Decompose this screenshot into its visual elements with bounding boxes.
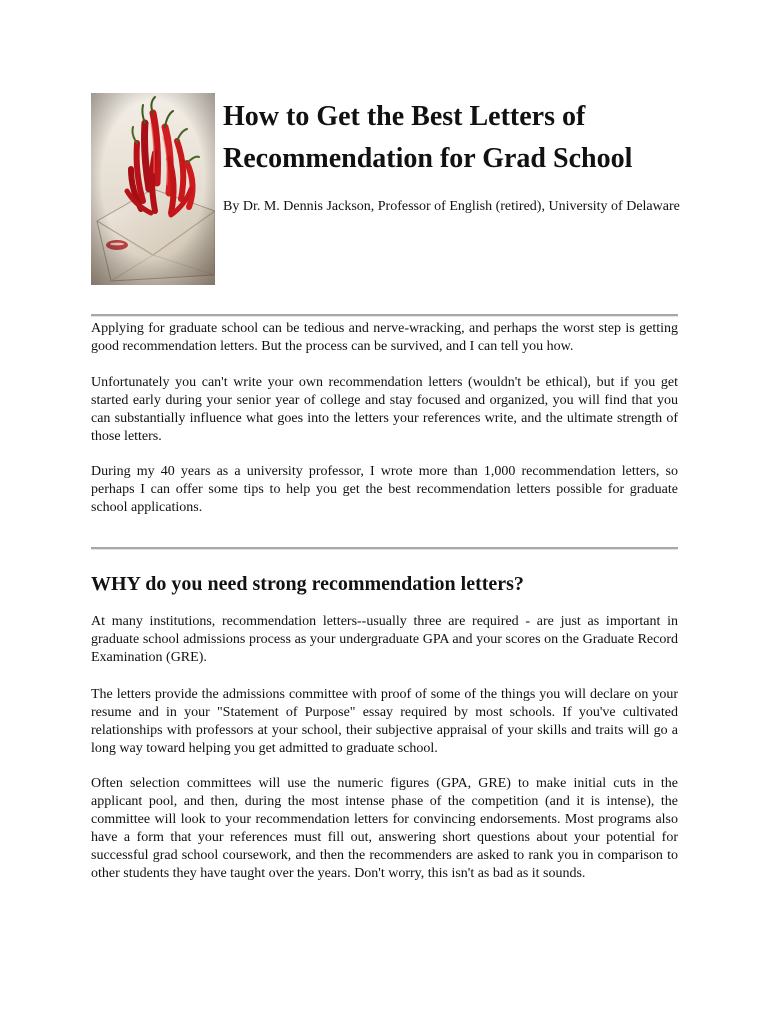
section-divider [91, 547, 678, 550]
article-byline: By Dr. M. Dennis Jackson, Professor of English (retired), University of Delaware [223, 199, 680, 214]
intro-paragraph-3: During my 40 years as a university professor, I wrote more than 1,000 recommendation letters, so perhaps I can offer some tips to help you get the best recommendation letters possible for graduate school applications. [91, 464, 678, 515]
article-title: How to Get the Best Letters of Recommendation for Grad School [223, 101, 633, 174]
why-paragraph-1: At many institutions, recommendation letters--usually three are required - are just as important in graduate school admissions process as your undergraduate GPA and your scores on the Graduate Record Examination (GRE). [91, 614, 678, 665]
intro-paragraph-1: Applying for graduate school can be tedious and nerve-wracking, and perhaps the worst step is getting good recommendation letters. But the process can be survived, and I can tell you how. [91, 321, 678, 354]
intro-paragraph-2: Unfortunately you can't write your own recommendation letters (wouldn't be ethical), but if you get started early during your senior year of college and stay focused and organized, you will find that you can substantially influence what goes into the letters your references write, and the ultimate strength of those letters. [91, 375, 678, 444]
why-section-heading: WHY do you need strong recommendation letters? [91, 573, 524, 595]
article-photo [91, 93, 215, 285]
chili-envelope-illustration [91, 93, 215, 285]
section-divider [91, 314, 678, 317]
why-paragraph-3: Often selection committees will use the numeric figures (GPA, GRE) to make initial cuts in the applicant pool, and then, during the most intense phase of the competition (and it is intense), the committee will look to your recommendation letters for convincing endorsements. Most programs also have a form that your references must fill out, answering short questions about your potential for successful grad school coursework, and then the recommenders are asked to rank you in comparison to other students they have taught over the years. Don't worry, this isn't as bad as it sounds. [91, 776, 678, 881]
why-paragraph-2: The letters provide the admissions committee with proof of some of the things you will declare on your resume and in your "Statement of Purpose" essay required by most schools. If you've cultivated relationships with professors at your school, their subjective appraisal of your skills and traits will go a long way toward helping you get admitted to graduate school. [91, 687, 678, 756]
